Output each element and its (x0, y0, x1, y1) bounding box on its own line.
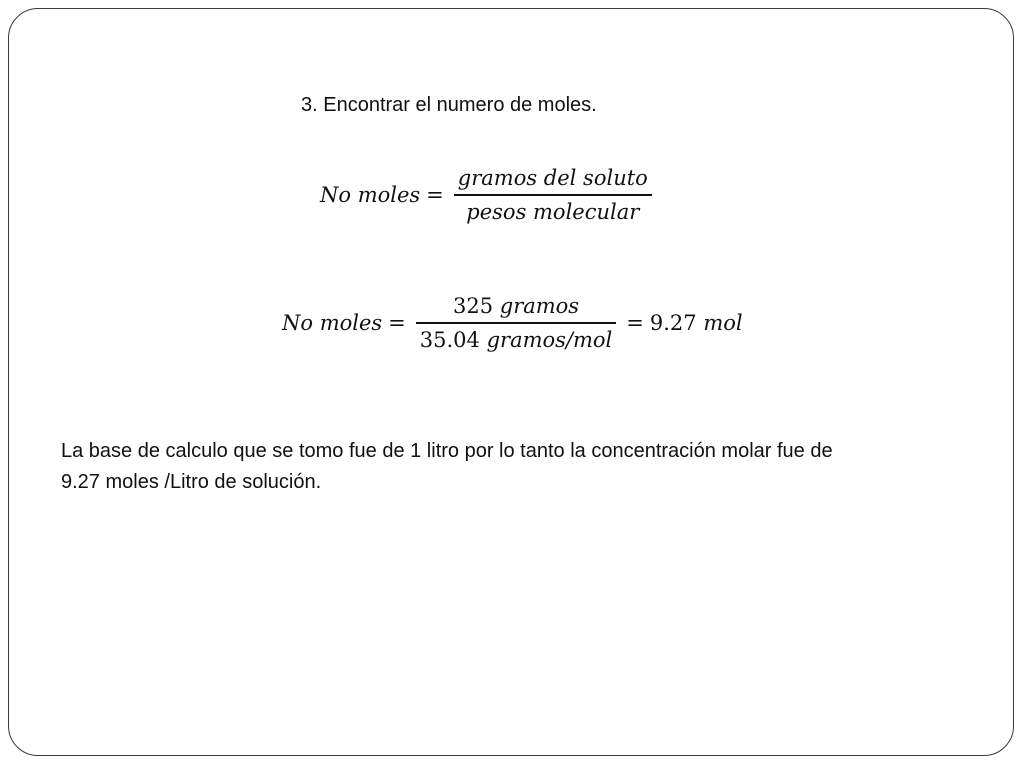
formula-denominator: pesos molecular (466, 200, 640, 224)
result-number: 9.27 (649, 311, 697, 335)
formula-lhs: No moles (320, 183, 421, 207)
denominator-number: 35.04 (419, 328, 480, 352)
numerator-unit: gramos (499, 294, 580, 318)
formula-numerator: gramos del soluto (457, 166, 648, 190)
equals-sign-result: = (626, 311, 644, 335)
step-heading: 3. Encontrar el numero de moles. (301, 94, 597, 116)
calculation-result (650, 311, 743, 335)
slide-frame (8, 8, 1014, 756)
conclusion-paragraph (61, 436, 981, 498)
numerator-number: 325 (452, 294, 494, 318)
equals-sign: = (426, 183, 444, 207)
moles-formula (320, 166, 656, 224)
moles-calculation (282, 294, 743, 352)
calculation-denominator (416, 324, 617, 352)
conclusion-line-1: La base de calculo que se tomo fue de 1 litro por lo tanto la concentración molar fue de (61, 440, 833, 462)
conclusion-line-2: 9.27 moles /Litro de solución. (61, 471, 322, 493)
result-unit: mol (703, 311, 743, 335)
denominator-unit: gramos/mol (486, 328, 613, 352)
equals-sign: = (388, 311, 406, 335)
calculation-numerator (449, 294, 583, 322)
calculation-fraction (412, 294, 621, 352)
calculation-lhs: No moles (282, 311, 383, 335)
formula-fraction (450, 166, 656, 224)
